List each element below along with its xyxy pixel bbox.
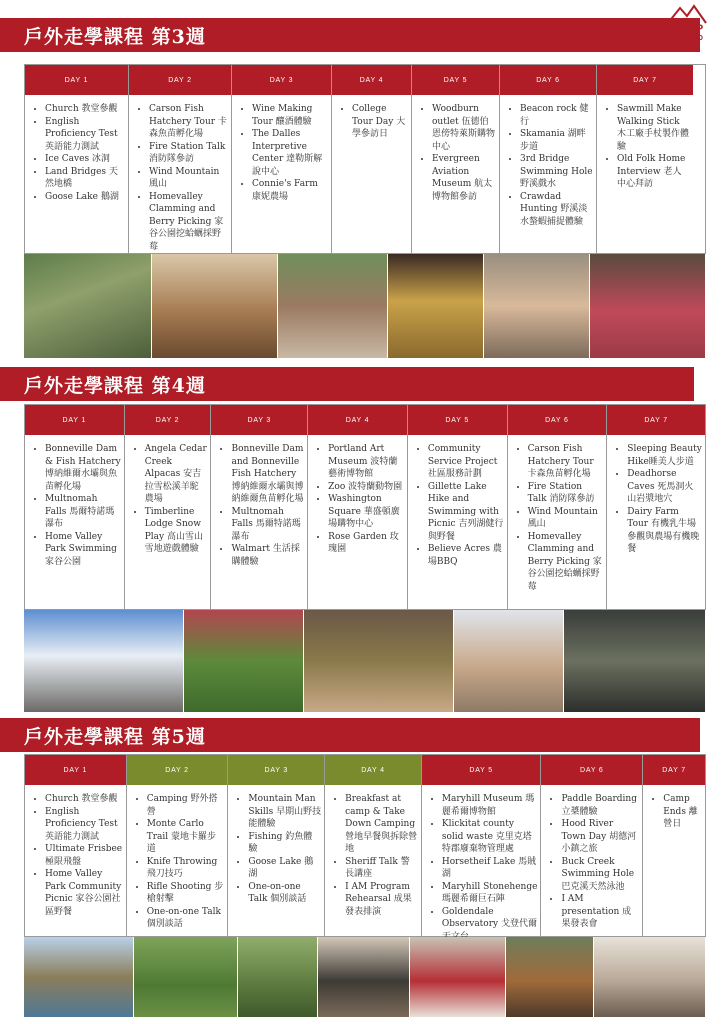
activity-list xyxy=(228,785,324,910)
week3-day3-column xyxy=(232,65,332,253)
activity-list xyxy=(500,95,596,232)
activity-list xyxy=(129,95,231,257)
day-header: DAY 6 xyxy=(500,65,596,95)
activity-item: • Camp Ends 離營日 xyxy=(663,793,702,831)
activity-item: • Wine Making Tour 釀酒體驗 xyxy=(252,103,328,128)
activity-item: • Ice Caves 冰洞 xyxy=(45,153,125,166)
activity-item: • Breakfast at camp & Take Down Camping 營地早餐與拆除營地 xyxy=(345,793,418,856)
photo-garden-path xyxy=(184,610,304,712)
activity-item: • Dairy Farm Tour 有機乳牛場參觀與農場有機晚餐 xyxy=(627,506,702,556)
activity-item: • Carson Fish Hatchery Tour 卡森魚苗孵化場 xyxy=(149,103,228,141)
activity-list xyxy=(325,785,421,922)
day-header: DAY 3 xyxy=(228,755,324,785)
day-header: DAY 2 xyxy=(125,405,211,435)
activity-item: • College Tour Day 大學參訪日 xyxy=(352,103,408,141)
activity-item: • Paddle Boarding 立槳體驗 xyxy=(561,793,639,818)
activity-item: • Knife Throwing 飛刀技巧 xyxy=(147,856,225,881)
day-header: DAY 4 xyxy=(308,405,407,435)
activity-item: • Old Folk Home Interview 老人中心拜訪 xyxy=(617,153,690,191)
activity-item: • Hood River Town Day 胡德河小鎮之旅 xyxy=(561,818,639,856)
photo-mountain-group xyxy=(24,610,184,712)
activity-list xyxy=(412,95,499,207)
week5-day7-column xyxy=(643,755,705,936)
activity-item: • Angela Cedar Creek Alpacas 安吉拉雪松溪羊駝農場 xyxy=(145,443,208,506)
activity-item: • Fire Station Talk 消防隊參訪 xyxy=(528,481,604,506)
activity-item: • Wind Mountain 風山 xyxy=(528,506,604,531)
activity-item: • Homevalley Clamming and Berry Picking 家谷公園挖蛤蠣採野莓 xyxy=(149,191,228,254)
activity-item: • Woodburn outlet 伍德伯恩傍特萊斯購物中心 xyxy=(432,103,496,153)
week5-day6-column xyxy=(541,755,643,936)
activity-item: • Bonneville Dam and Bonneville Fish Hatchery 博納維爾水壩與博納維爾魚苗孵化場 xyxy=(231,443,304,506)
activity-item: • English Proficiency Test 英語能力測試 xyxy=(45,806,123,844)
activity-list xyxy=(125,435,211,560)
activity-item: • Sleeping Beauty Hike睡美人步道 xyxy=(627,443,702,468)
activity-list xyxy=(232,95,331,207)
day-header: DAY 5 xyxy=(408,405,507,435)
week3-photo-strip xyxy=(24,254,706,358)
activity-item: • Bonneville Dam & Fish Hatchery 博納維爾水壩與魚苗孵化場 xyxy=(45,443,121,493)
day-header: DAY 7 xyxy=(643,755,705,785)
activity-list xyxy=(25,435,124,572)
day-header: DAY 6 xyxy=(508,405,607,435)
photo-church-interior xyxy=(152,254,278,358)
photo-mountain-man xyxy=(506,937,594,1017)
activity-item: • Buck Creek Swimming Hole 巴克溪天然泳池 xyxy=(561,856,639,894)
activity-item: • One-on-one Talk 個別談話 xyxy=(147,906,225,931)
activity-item: • Skamania 湖畔步道 xyxy=(520,128,593,153)
activity-item: • Community Service Project 社區服務計劃 xyxy=(428,443,504,481)
activity-item: • Goldendale Observatory 戈登代爾 xyxy=(442,906,538,944)
activity-item: • Beacon rock 健行 xyxy=(520,103,593,128)
week4-day5-column xyxy=(408,405,508,609)
photo-boy-crawdad xyxy=(484,254,590,358)
activity-item: • Maryhill Stonehenge 瑪麗希爾巨石陣 xyxy=(442,881,538,906)
activity-list xyxy=(643,785,705,835)
activity-item: • Maryhill Museum 瑪麗希爾博物館 xyxy=(442,793,538,818)
week5-title: 戶外走學課程 第5週 xyxy=(24,725,206,748)
week3-title: 戶外走學課程 第3週 xyxy=(24,25,206,48)
day-header: DAY 3 xyxy=(232,65,331,95)
activity-item: • Mountain Man Skills 早期山野技能體驗 xyxy=(248,793,321,831)
week4-schedule xyxy=(24,404,706,610)
week4-day6-column xyxy=(508,405,608,609)
day-header: DAY 1 xyxy=(25,755,126,785)
activity-list xyxy=(422,785,541,947)
week4-day1-column xyxy=(25,405,125,609)
activity-list xyxy=(211,435,307,572)
activity-list xyxy=(127,785,228,935)
activity-item: • I AM Program Rehearsal 成果發表排演 xyxy=(345,881,418,919)
activity-item: • Homevalley Clamming and Berry Picking 家谷公園挖蛤蠣採野莓 xyxy=(528,531,604,594)
activity-list xyxy=(332,95,411,145)
photo-presentation xyxy=(594,937,706,1017)
activity-item: • Wind Mountain 風山 xyxy=(149,166,228,191)
day-header: DAY 5 xyxy=(422,755,541,785)
activity-item: • Washington Square 華盛頓廣場購物中心 xyxy=(328,493,404,531)
activity-item: • Camping 野外搭營 xyxy=(147,793,225,818)
activity-item: • Home Valley Park Swimming 家谷公園 xyxy=(45,531,121,569)
activity-list xyxy=(597,95,693,195)
week3-day5-column xyxy=(412,65,500,253)
activity-item: • Carson Fish Hatchery Tour 卡森魚苗孵化場 xyxy=(528,443,604,481)
activity-item: • Home Valley Park Community Picnic 家谷公園社區野餐 xyxy=(45,868,123,918)
activity-item: • I AM presentation 成果發表會 xyxy=(561,893,639,931)
activity-item: • English Proficiency Test 英語能力測試 xyxy=(45,116,125,154)
week4-day2-column xyxy=(125,405,212,609)
activity-item: • Fire Station Talk 消防隊參訪 xyxy=(149,141,228,166)
activity-item: • 3rd Bridge Swimming Hole 野溪戲水 xyxy=(520,153,593,191)
day-header: DAY 3 xyxy=(211,405,307,435)
day-header: DAY 2 xyxy=(129,65,231,95)
activity-list xyxy=(308,435,407,560)
photo-campers-red xyxy=(410,937,506,1017)
photo-frisbee xyxy=(134,937,238,1017)
photo-boys-ball xyxy=(590,254,706,358)
activity-item: • Fishing 釣魚體驗 xyxy=(248,831,321,856)
activity-list xyxy=(408,435,507,572)
week5-day3-column xyxy=(228,755,325,936)
photo-lava-cave xyxy=(564,610,706,712)
activity-item: • Timberline Lodge Snow Play 高山雪山雪地遊戲體驗 xyxy=(145,506,208,556)
week5-day4-column xyxy=(325,755,422,936)
week3-day2-column xyxy=(129,65,232,253)
photo-river-landscape xyxy=(24,937,134,1017)
week5-photo-strip xyxy=(24,937,706,1017)
week5-day5-column xyxy=(422,755,542,936)
activity-item: • Sawmill Make Walking Stick 木工廠手杖製作體驗 xyxy=(617,103,690,153)
activity-item: • Walmart 生活採購體驗 xyxy=(231,543,304,568)
activity-list xyxy=(541,785,642,935)
activity-item: • One-on-one Talk 個別談話 xyxy=(248,881,321,906)
week3-day1-column xyxy=(25,65,129,253)
activity-item: • Rose Garden 玫瑰園 xyxy=(328,531,404,556)
activity-item: • Gillette Lake Hike and Swimming with Picnic 吉列湖健行與野餐 xyxy=(428,481,504,544)
photo-knife-throwing xyxy=(238,937,318,1017)
activity-item: • Rifle Shooting 步槍射擊 xyxy=(147,881,225,906)
logo-text-beyond: BEYOND xyxy=(670,35,704,42)
photo-fire-helmet xyxy=(388,254,484,358)
activity-item: • Believe Acres 農場BBQ xyxy=(428,543,504,568)
week3-banner xyxy=(0,18,700,52)
activity-list xyxy=(607,435,705,560)
week3-day6-column xyxy=(500,65,597,253)
day-header: DAY 6 xyxy=(541,755,642,785)
photo-girl-alpaca xyxy=(454,610,564,712)
activity-item: • Crawdad Hunting 野溪淡水螯蝦捕捉體驗 xyxy=(520,191,593,229)
activity-item: • Portland Art Museum 波特蘭藝術博物館 xyxy=(328,443,404,481)
week4-banner xyxy=(0,367,694,401)
photo-sheriff-talk xyxy=(318,937,410,1017)
week5-day1-column xyxy=(25,755,127,936)
activity-list xyxy=(25,95,128,207)
photo-clams-hands xyxy=(304,610,454,712)
week5-day2-column xyxy=(127,755,229,936)
activity-item: • Goose Lake 鵝湖 xyxy=(45,191,125,204)
activity-item: • The Dalles Interpretive Center 達勒斯解說中心 xyxy=(252,128,328,178)
activity-item: • Deadhorse Caves 死馬洞火山岩漿地穴 xyxy=(627,468,702,506)
week4-day4-column xyxy=(308,405,408,609)
week3-day4-column xyxy=(332,65,412,253)
activity-item: • Multnomah Falls 馬爾特諾瑪瀑布 xyxy=(45,493,121,531)
day-header: DAY 7 xyxy=(607,405,705,435)
week4-photo-strip xyxy=(24,610,706,712)
activity-item: • Sheriff Talk 警長講座 xyxy=(345,856,418,881)
day-header: DAY 1 xyxy=(25,405,124,435)
activity-item: • Land Bridges 天然地橋 xyxy=(45,166,125,191)
activity-item: • Goose Lake 鵝湖 xyxy=(248,856,321,881)
week3-schedule xyxy=(24,64,706,254)
week4-day3-column xyxy=(211,405,308,609)
day-header: DAY 5 xyxy=(412,65,499,95)
week3-day7-column xyxy=(597,65,693,253)
activity-list xyxy=(508,435,607,597)
day-header: DAY 7 xyxy=(597,65,693,95)
week4-day7-column xyxy=(607,405,705,609)
activity-item: • Zoo 波特蘭動物園 xyxy=(328,481,404,494)
photo-group-outdoors xyxy=(24,254,152,358)
activity-item: • Connie's Farm 康妮農場 xyxy=(252,178,328,203)
activity-item: • Ultimate Frisbee 極限飛盤 xyxy=(45,843,123,868)
activity-item: • Klickitat county solid waste 克里克塔特郡廢棄物管理處 xyxy=(442,818,538,856)
activity-item: • Multnomah Falls 馬爾特諾瑪瀑布 xyxy=(231,506,304,544)
activity-item: • Monte Carlo Trail 蒙地卡羅步道 xyxy=(147,818,225,856)
week5-banner xyxy=(0,718,700,752)
photo-street-walk xyxy=(278,254,388,358)
mountain-icon xyxy=(667,4,707,24)
day-header: DAY 2 xyxy=(127,755,228,785)
logo-text-camp: CAMP xyxy=(670,23,704,35)
activity-item: • Horsetheif Lake 馬賊湖 xyxy=(442,856,538,881)
day-header: DAY 1 xyxy=(25,65,128,95)
day-header: DAY 4 xyxy=(325,755,421,785)
week5-schedule xyxy=(24,754,706,937)
activity-item: • Evergreen Aviation Museum 航太博物館參訪 xyxy=(432,153,496,203)
day-header: DAY 4 xyxy=(332,65,411,95)
week4-title: 戶外走學課程 第4週 xyxy=(24,374,206,397)
activity-item: • Church 教堂參觀 xyxy=(45,103,125,116)
camp-beyond-logo xyxy=(664,4,710,48)
activity-item: • Church 教堂參觀 xyxy=(45,793,123,806)
activity-list xyxy=(25,785,126,922)
